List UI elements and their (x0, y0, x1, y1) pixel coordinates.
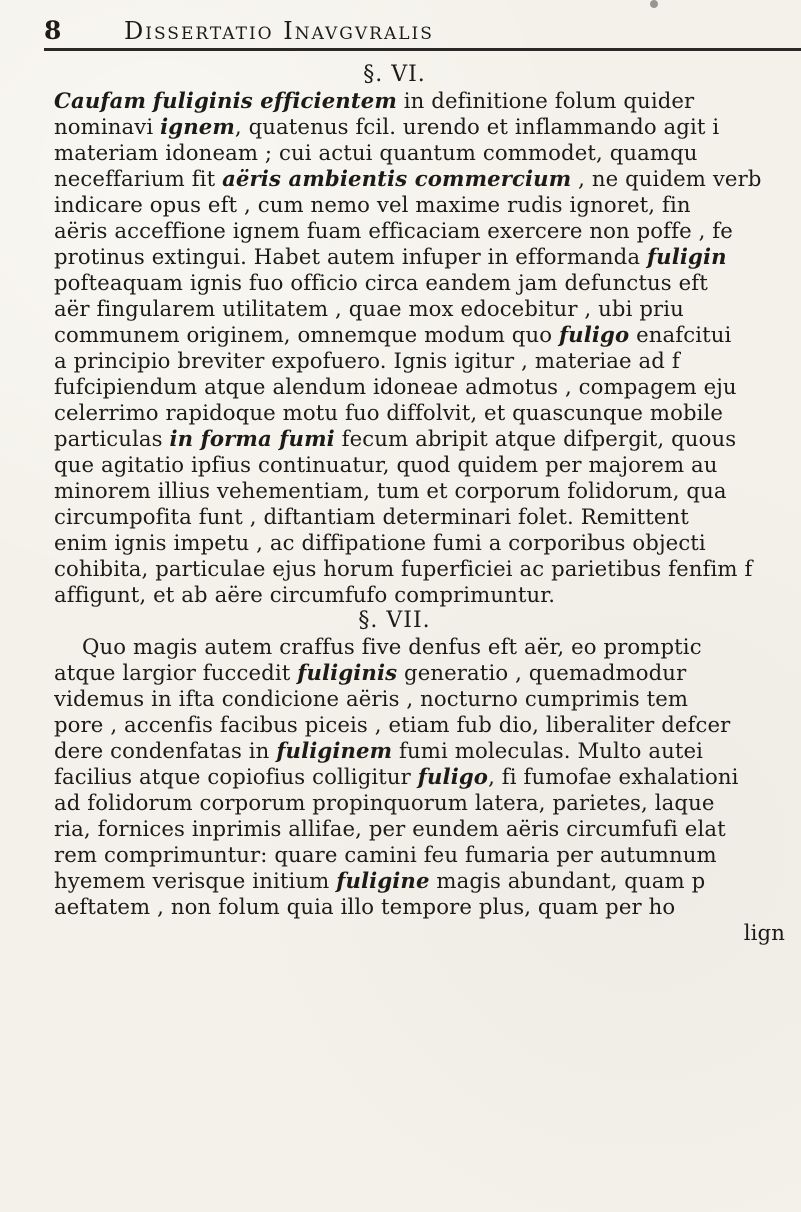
text-segment: aeftatem , non folum quia illo tempore plus, quam per ho (54, 894, 676, 919)
text-line (54, 504, 801, 530)
text-segment: affigunt, et ab aëre circumfufo comprimuntur. (54, 582, 556, 607)
italic-term: fuligine (336, 868, 430, 893)
body-text (54, 62, 801, 946)
text-line (54, 478, 801, 504)
italic-term: fuliginis efficientem (152, 88, 397, 113)
text-line (54, 244, 801, 270)
text-line (54, 374, 801, 400)
text-line (54, 192, 801, 218)
italic-term: aëris ambientis commercium (222, 166, 572, 191)
text-line (54, 218, 801, 244)
text-line (54, 166, 801, 192)
text-line (54, 530, 801, 556)
text-segment: generatio , quemadmodur (397, 660, 687, 685)
section-heading: §. VII. (358, 608, 431, 633)
text-segment: minorem illius vehementiam, tum et corporum folidorum, qua (54, 478, 727, 503)
ink-spot (650, 0, 658, 8)
text-segment: aër fingularem utilitatem , quae mox edocebitur , ubi priu (54, 296, 684, 321)
italic-term: Caufam (54, 88, 146, 113)
text-line (54, 400, 801, 426)
text-segment: , fi fumofae exhalationi (488, 764, 739, 789)
italic-term: ignem (160, 114, 235, 139)
italic-term: fuligo (558, 322, 630, 347)
text-segment: magis abundant, quam p (429, 868, 706, 893)
text-line (54, 712, 801, 738)
text-segment: facilius atque copiofius colligitur (54, 764, 418, 789)
text-segment: protinus extingui. Habet autem infuper in efformanda (54, 244, 647, 269)
text-line (54, 582, 801, 608)
text-segment: pofteaquam ignis fuo officio circa eandem jam defunctus eft (54, 270, 708, 295)
text-line (54, 894, 801, 920)
catchword: lign (743, 920, 785, 945)
text-segment: dere condenfatas in (54, 738, 277, 763)
page-number: 8 (44, 16, 63, 45)
text-segment: fecum abripit atque difpergit, quous (334, 426, 737, 451)
text-line (54, 452, 801, 478)
header-rule (44, 48, 801, 51)
text-segment: , ne quidem verb (571, 166, 762, 191)
text-segment: indicare opus eft , cum nemo vel maxime rudis ignoret, fin (54, 192, 691, 217)
text-segment: ria, fornices inprimis allifae, per eundem aëris circumfufi elat (54, 816, 726, 841)
text-segment: aëris acceffione ignem fuam efficaciam exercere non poffe , fe (54, 218, 733, 243)
section-heading: §. VI. (363, 62, 426, 87)
text-line (54, 88, 801, 114)
sections-container (54, 62, 801, 920)
text-segment: rem comprimuntur: quare camini feu fumaria per autumnum (54, 842, 717, 867)
text-segment: fufcipiendum atque alendum idoneae admotus , compagem eju (54, 374, 737, 399)
text-line (54, 556, 801, 582)
text-line (54, 842, 801, 868)
text-line (54, 322, 801, 348)
text-segment: circumpofita funt , diftantiam determinari folet. Remittent (54, 504, 689, 529)
text-segment: , quatenus fcil. urendo et inflammando agit i (234, 114, 720, 139)
text-segment: Quo magis autem craffus five denfus eft aër, eo promptic (82, 634, 702, 659)
text-segment: celerrimo rapidoque motu fuo diffolvit, et quascunque mobile (54, 400, 724, 425)
text-line (54, 686, 801, 712)
italic-term: fuliginis (297, 660, 398, 685)
text-line (54, 634, 801, 660)
running-title: Dissertatio Inavgvralis (124, 17, 434, 45)
text-line (54, 816, 801, 842)
text-segment: fumi moleculas. Multo autei (392, 738, 704, 763)
italic-term: fuligo (417, 764, 489, 789)
italic-term: fuligin (646, 244, 727, 269)
text-line (54, 790, 801, 816)
text-line (54, 114, 801, 140)
text-line (54, 270, 801, 296)
italic-term: in forma fumi (169, 426, 335, 451)
text-line (54, 348, 801, 374)
italic-term: fuliginem (276, 738, 393, 763)
text-segment: materiam idoneam ; cui actui quantum commodet, quamqu (54, 140, 698, 165)
text-segment: cohibita, particulae ejus horum fuperficiei ac parietibus fenfim f (54, 556, 753, 581)
text-segment: enafcitui (629, 322, 732, 347)
text-segment: particulas (54, 426, 170, 451)
text-line (54, 868, 801, 894)
text-segment (146, 88, 153, 113)
text-line (54, 738, 801, 764)
text-segment: neceffarium fit (54, 166, 223, 191)
text-segment: pore , accenfis facibus piceis , etiam fub dio, liberaliter defcer (54, 712, 731, 737)
text-segment: a principio breviter expofuero. Ignis igitur , materiae ad f (54, 348, 680, 373)
text-segment: atque largior fuccedit (54, 660, 298, 685)
text-segment: ad folidorum corporum propinquorum latera, parietes, laque (54, 790, 715, 815)
text-line (54, 426, 801, 452)
text-line (54, 296, 801, 322)
text-segment: que agitatio ipfius continuatur, quod quidem per majorem au (54, 452, 718, 477)
text-segment: hyemem verisque initium (54, 868, 337, 893)
text-segment: enim ignis impetu , ac diffipatione fumi a corporibus objecti (54, 530, 706, 555)
text-segment: videmus in ifta condicione aëris , nocturno cumprimis tem (54, 686, 689, 711)
text-line (54, 660, 801, 686)
text-line (54, 764, 801, 790)
text-segment: in definitione folum quider (396, 88, 695, 113)
text-line (54, 140, 801, 166)
text-segment: communem originem, omnemque modum quo (54, 322, 559, 347)
text-segment: nominavi (54, 114, 161, 139)
page-header (0, 10, 801, 46)
